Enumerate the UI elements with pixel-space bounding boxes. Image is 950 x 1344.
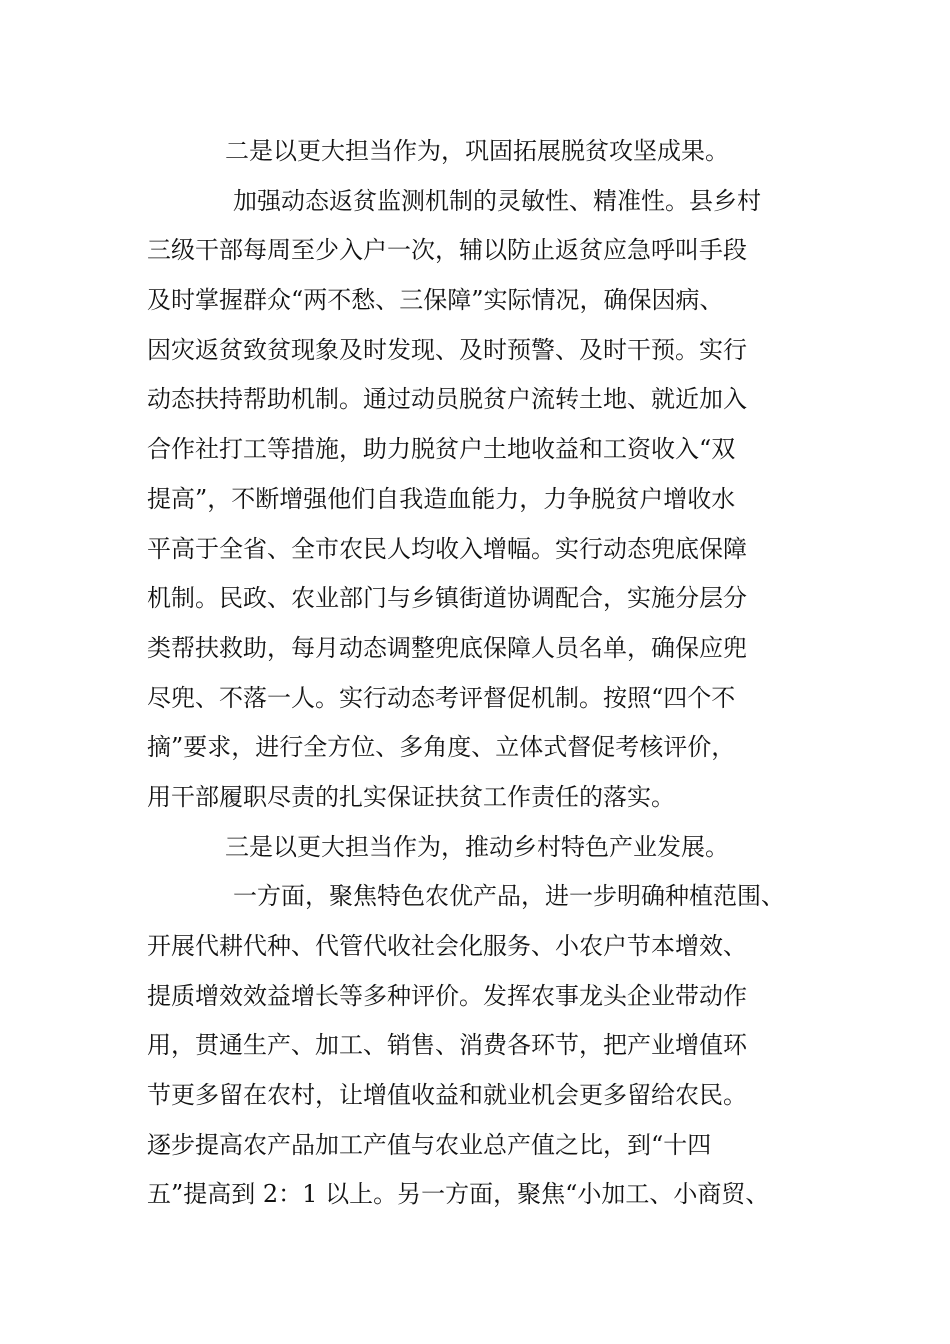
paragraph-line: 及时掌握群众“两不愁、三保障”实际情况，确保因病、 bbox=[147, 286, 724, 315]
paragraph-line: 三级干部每周至少入户一次，辅以防止返贫应急呼叫手段 bbox=[147, 236, 747, 265]
paragraph-line: 一方面，聚焦特色农优产品，进一步明确种植范围、 bbox=[233, 882, 785, 911]
paragraph-line: 开展代耕代种、代管代收社会化服务、小农户节本增效、 bbox=[147, 932, 747, 960]
paragraph-line: 提质增效效益增长等多种评价。发挥农事龙头企业带动作 bbox=[147, 981, 747, 1010]
paragraph-line: 平高于全省、全市农民人均收入增幅。实行动态兜底保障 bbox=[147, 534, 747, 563]
paragraph-line: 节更多留在农村，让增值收益和就业机会更多留给农民。 bbox=[147, 1081, 747, 1110]
paragraph-line: 提高”，不断增强他们自我造血能力，力争脱贫户增收水 bbox=[147, 484, 736, 513]
paragraph-line: 用干部履职尽责的扎实保证扶贫工作责任的落实。 bbox=[147, 782, 675, 811]
paragraph-line: 机制。民政、农业部门与乡镇街道协调配合，实施分层分 bbox=[147, 584, 747, 613]
paragraph-line: 因灾返贫致贫现象及时发现、及时预警、及时干预。实行 bbox=[147, 335, 747, 364]
paragraph-line: 合作社打工等措施，助力脱贫户土地收益和工资收入“双 bbox=[147, 435, 736, 464]
paragraph-line: 尽兜、不落一人。实行动态考评督促机制。按照“四个不 bbox=[147, 683, 736, 712]
section-heading-three: 三是以更大担当作为，推动乡村特色产业发展。 bbox=[225, 832, 729, 861]
paragraph-line: 加强动态返贫监测机制的灵敏性、精准性。县乡村 bbox=[233, 186, 761, 215]
paragraph-line: 五”提高到 2：1 以上。另一方面，聚焦“小加工、小商贸、 bbox=[147, 1180, 770, 1209]
paragraph-line: 用，贯通生产、加工、销售、消费各环节，把产业增值环 bbox=[147, 1031, 747, 1060]
paragraph-line: 摘”要求，进行全方位、多角度、立体式督促考核评价， bbox=[147, 733, 736, 762]
section-heading-two: 二是以更大担当作为，巩固拓展脱贫攻坚成果。 bbox=[225, 137, 729, 165]
document-body bbox=[147, 127, 827, 1220]
paragraph-line: 动态扶持帮助机制。通过动员脱贫户流转土地、就近加入 bbox=[147, 385, 747, 414]
paragraph-line: 类帮扶救助，每月动态调整兜底保障人员名单，确保应兜 bbox=[147, 633, 747, 662]
paragraph-line: 逐步提高农产品加工产值与农业总产值之比，到“十四 bbox=[147, 1130, 712, 1159]
